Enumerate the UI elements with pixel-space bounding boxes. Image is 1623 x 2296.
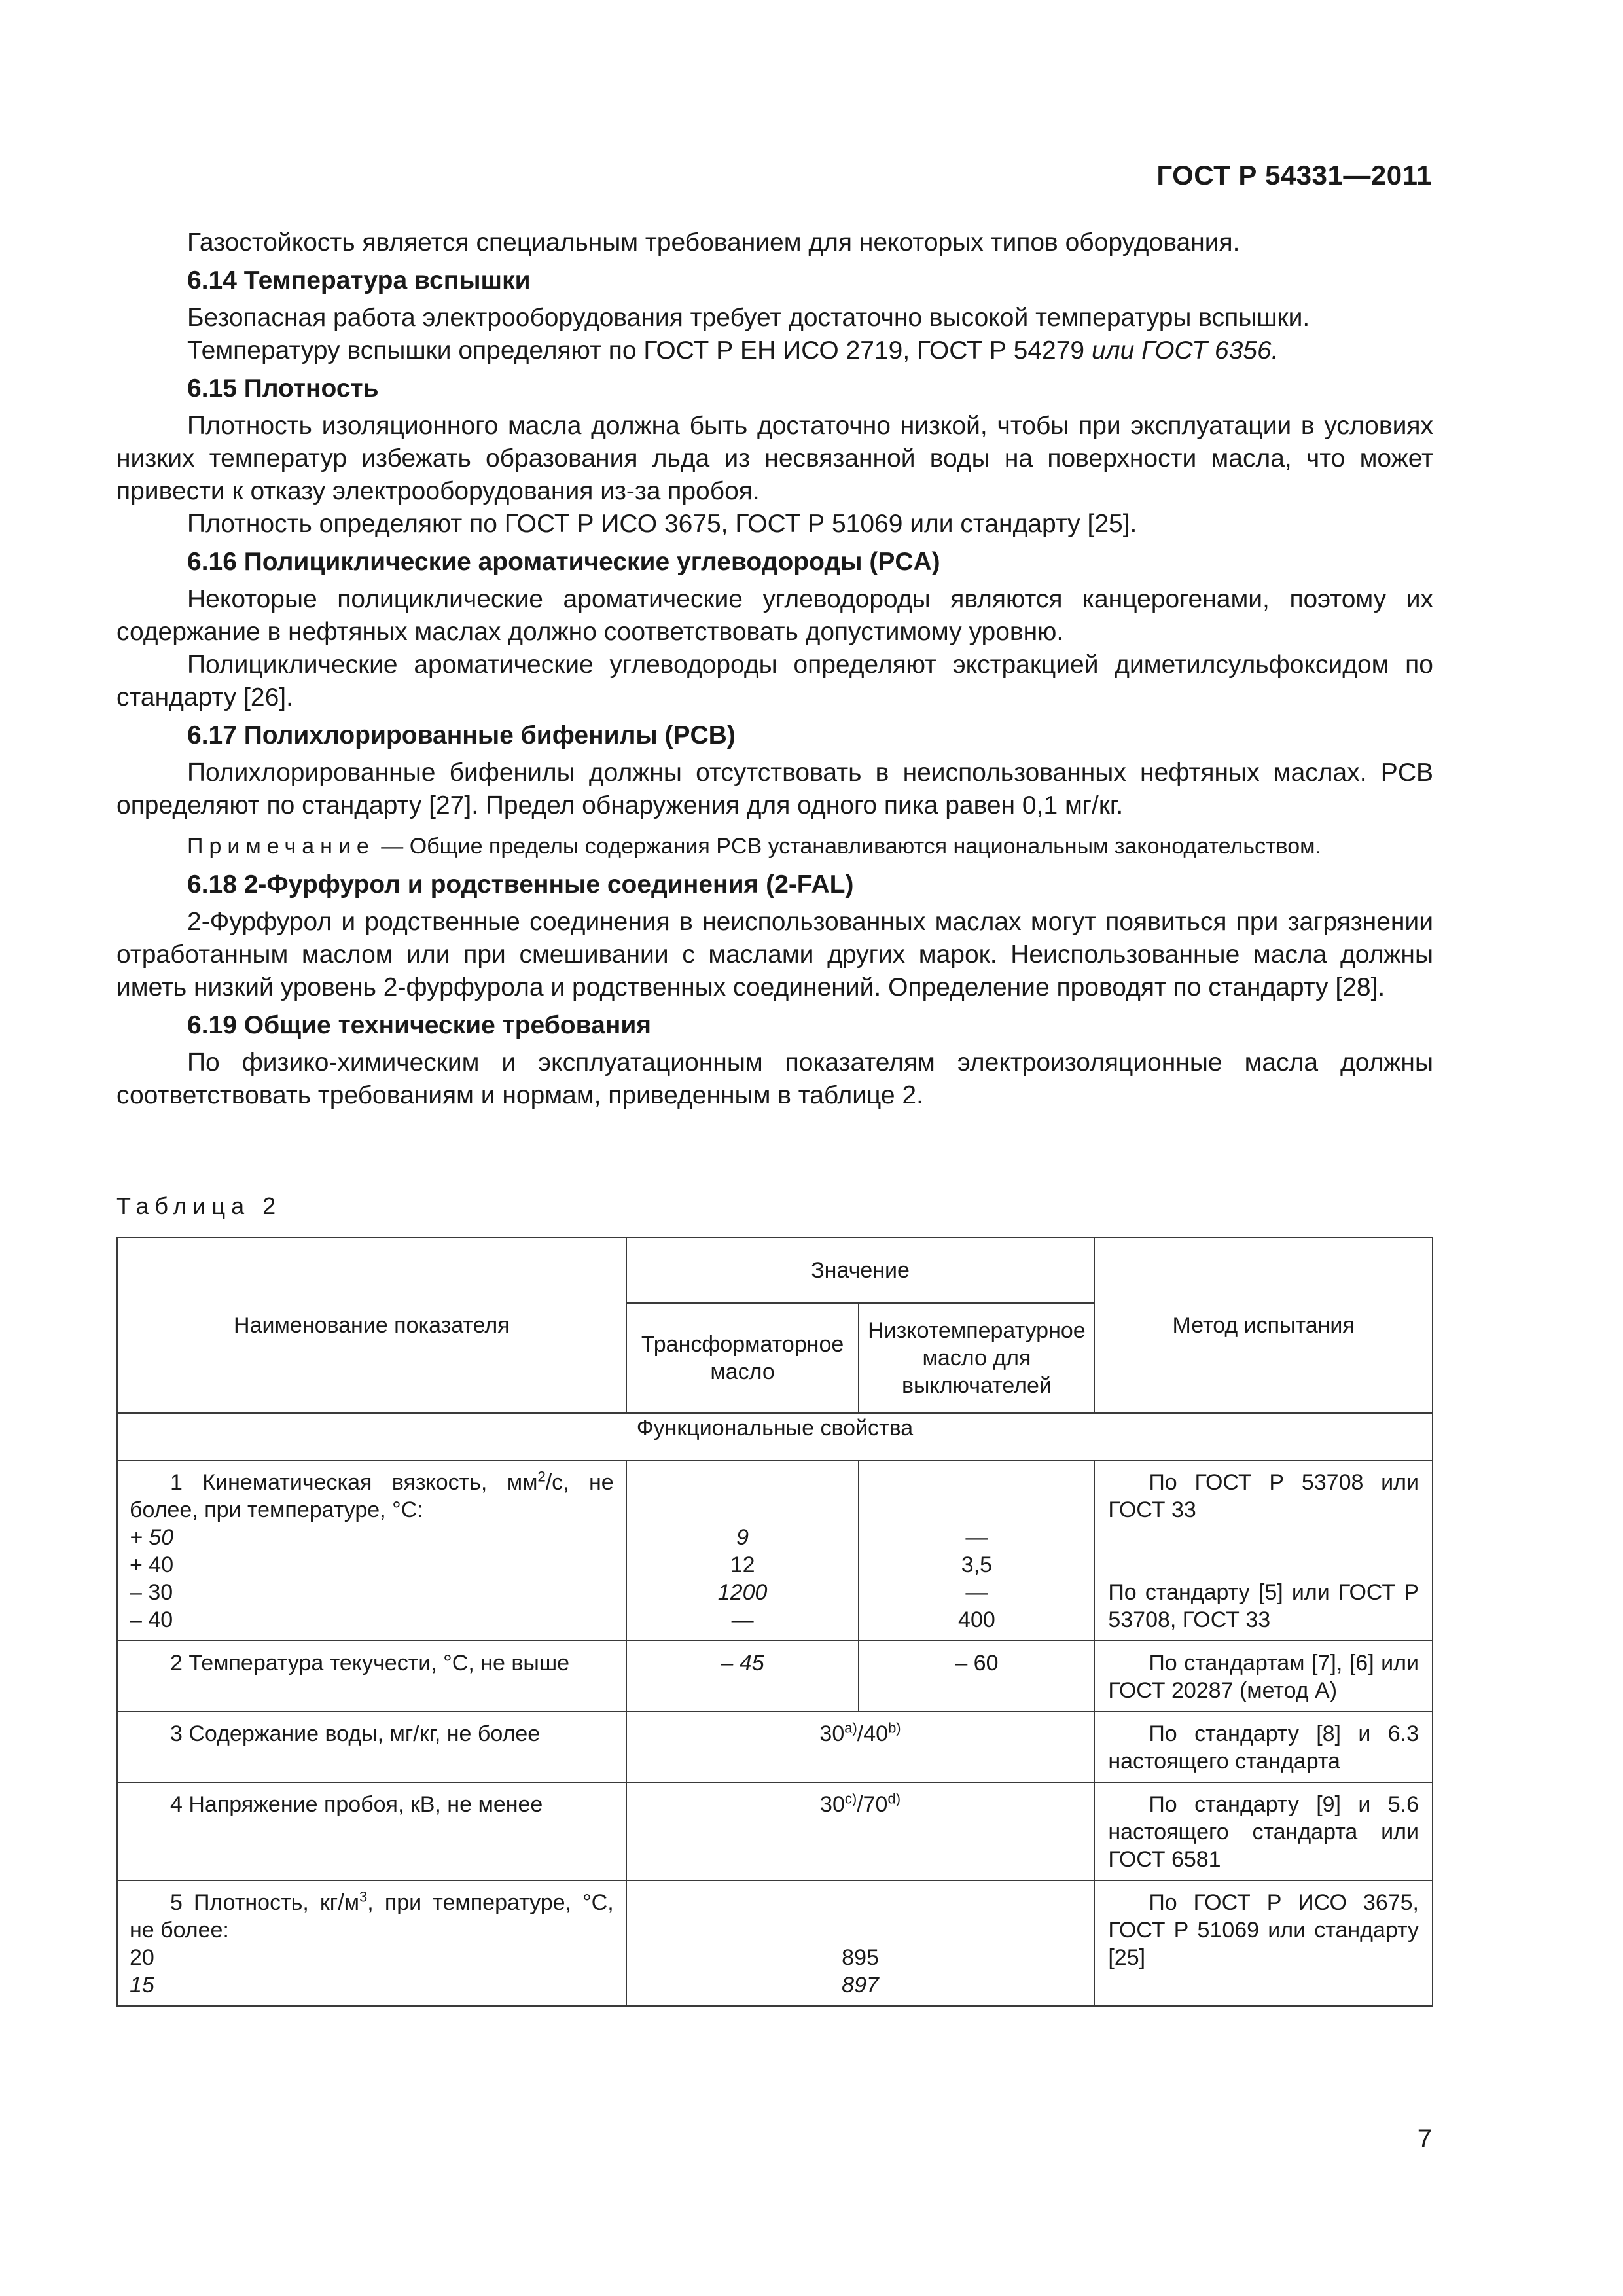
paragraph-6-16-2: Полициклические ароматические углеводороды определяют экстракцией диметилсульфоксидом по стандарту [26]. [116, 651, 1433, 711]
table-row [117, 1712, 1433, 1782]
row4-name [117, 1782, 626, 1880]
requirements-table [116, 1237, 1433, 2007]
table-row [117, 1460, 1433, 1641]
row2-method: По стандартам [7], [6] или ГОСТ 20287 (метод А) [1094, 1641, 1433, 1712]
row1-method [1094, 1460, 1433, 1641]
row5-name [117, 1880, 626, 2006]
row4-method: По стандарту [9] и 5.6 настоящего стандарта или ГОСТ 6581 [1094, 1782, 1433, 1880]
paragraph-6-15-2: Плотность определяют по ГОСТ Р ИСО 3675, ГОСТ Р 51069 или стандарту [25]. [187, 510, 1137, 538]
table-caption: Таблица 2 [116, 1193, 282, 1219]
row2-title: 2 Температура текучести, °С, не выше [170, 1651, 570, 1676]
heading-6-16: 6.16 Полициклические ароматические углеводороды (PCA) [187, 548, 940, 576]
row1-breaker-2: 3,5 [961, 1552, 993, 1577]
row3-method: По стандарту [8] и 6.3 настоящего стандарта [1094, 1712, 1433, 1782]
row1-temp-1: + 50 [130, 1525, 174, 1550]
row1-breaker-3: — [965, 1580, 988, 1605]
row1-transformer-4: — [731, 1607, 754, 1632]
row1-title: 1 Кинематическая вязкость, $мм^2/с$, не более, при температуре, °С: [130, 1468, 614, 1522]
row1-breaker-1: — [965, 1525, 988, 1550]
row5-method: По ГОСТ Р ИСО 3675, ГОСТ Р 51069 или стандарту [25] [1094, 1880, 1433, 2006]
header-indicator-name: Наименование показателя [117, 1238, 626, 1413]
note-label: Примечание [187, 834, 375, 859]
row1-transformer-2: 12 [730, 1552, 755, 1577]
paragraph-6-19-1: По физико-химическим и эксплуатационным показателям электроизоляционные масла должны соответствовать требованиям и нормам, приведенным в таблице 2. [116, 1049, 1433, 1109]
row5-temp-1: 20 [130, 1945, 154, 1970]
row5-value [626, 1880, 1095, 2006]
row1-transformer-1: 9 [736, 1525, 749, 1550]
heading-6-19: 6.19 Общие технические требования [187, 1011, 652, 1039]
paragraph-6-15-1: Плотность изоляционного масла должна быть достаточно низкой, чтобы при эксплуатации в условиях низких температур избежать образования льда из несвязанной воды на поверхности масла, что может привести к отказу электрооборудования из-за пробоя. [116, 412, 1433, 505]
row1-breaker-4: 400 [958, 1607, 995, 1632]
note-text: — Общие пределы содержания PCB устанавливаются национальным законодательством. [374, 834, 1321, 859]
row2-transformer: – 45 [626, 1641, 859, 1712]
heading-6-15: 6.15 Плотность [187, 374, 379, 403]
page-number: 7 [1417, 2125, 1432, 2153]
header-breaker-oil: Низкотемпературное масло для выключателей [859, 1303, 1094, 1413]
row5-value-2: 897 [842, 1973, 879, 1998]
paragraph-6-14-2-italic: или ГОСТ 6356. [1091, 336, 1279, 365]
row5-value-1: 895 [842, 1945, 879, 1970]
row1-temp-3: – 30 [130, 1580, 173, 1605]
row3-value: 30$^{a)}$/40$^{b)}$ [626, 1712, 1095, 1782]
intro-paragraph: Газостойкость является специальным требованием для некоторых типов оборудования. [187, 228, 1240, 257]
row2-name [117, 1641, 626, 1712]
paragraph-6-14-2-text: Температуру вспышки определяют по ГОСТ Р ЕН ИСО 2719, ГОСТ Р 54279 [187, 336, 1092, 365]
row5-title: 5 Плотность, $кг/м^3$, при температуре, °С, не более: [130, 1888, 614, 1943]
row3-name [117, 1712, 626, 1782]
section-functional-properties: Функциональные свойства [117, 1413, 1433, 1460]
paragraph-6-14-2 [116, 334, 1433, 367]
row1-transformer-3: 1200 [717, 1580, 768, 1605]
header-transformer-oil: Трансформаторное масло [626, 1303, 859, 1413]
row2-breaker: – 60 [859, 1641, 1094, 1712]
table-row [117, 1641, 1433, 1712]
table-row [117, 1880, 1433, 2006]
paragraph-6-18-1: 2-Фурфурол и родственные соединения в неиспользованных маслах могут появиться при загрязнении отработанным маслом или при смешивании с маслами других марок. Неиспользованные масла должны иметь низкий уровень 2-фурфурола и родственных соединений. Определение проводят по стандарту [28]. [116, 908, 1433, 1001]
paragraph-6-16-1: Некоторые полициклические ароматические углеводороды являются канцерогенами, поэтому их содержание в нефтяных маслах должно соответствовать допустимому уровню. [116, 585, 1433, 646]
row1-method-2: По стандарту [5] или ГОСТ Р 53708, ГОСТ 33 [1108, 1580, 1419, 1632]
row3-title: 3 Содержание воды, мг/кг, не более [170, 1721, 541, 1746]
heading-6-14: 6.14 Температура вспышки [187, 266, 531, 295]
document-body [116, 226, 1433, 1112]
row5-temp-2: 15 [130, 1973, 154, 1998]
row1-transformer [626, 1460, 859, 1641]
row1-breaker [859, 1460, 1094, 1641]
table-row [117, 1782, 1433, 1880]
header-test-method: Метод испытания [1094, 1238, 1433, 1413]
row1-temp-2: + 40 [130, 1552, 174, 1577]
row1-method-1: По ГОСТ Р 53708 или ГОСТ 33 [1108, 1470, 1419, 1522]
heading-6-18: 6.18 2-Фурфурол и родственные соединения (2-FAL) [187, 870, 854, 899]
document-id: ГОСТ Р 54331—2011 [1156, 160, 1432, 190]
paragraph-6-17-1: Полихлорированные бифенилы должны отсутствовать в неиспользованных нефтяных маслах. PCB определяют по стандарту [27]. Предел обнаружения для одного пика равен 0,1 мг/кг. [116, 759, 1433, 819]
row1-temp-4: – 40 [130, 1607, 173, 1632]
paragraph-6-14-1: Безопасная работа электрооборудования требует достаточно высокой температуры вспышки. [187, 304, 1310, 332]
row1-name [117, 1460, 626, 1641]
header-value: Значение [626, 1238, 1095, 1303]
note-6-17 [116, 831, 1433, 861]
heading-6-17: 6.17 Полихлорированные бифенилы (PCB) [187, 721, 736, 749]
row4-value: 30$^{c)}$/70$^{d)}$ [626, 1782, 1095, 1880]
row4-title: 4 Напряжение пробоя, кВ, не менее [170, 1792, 543, 1817]
